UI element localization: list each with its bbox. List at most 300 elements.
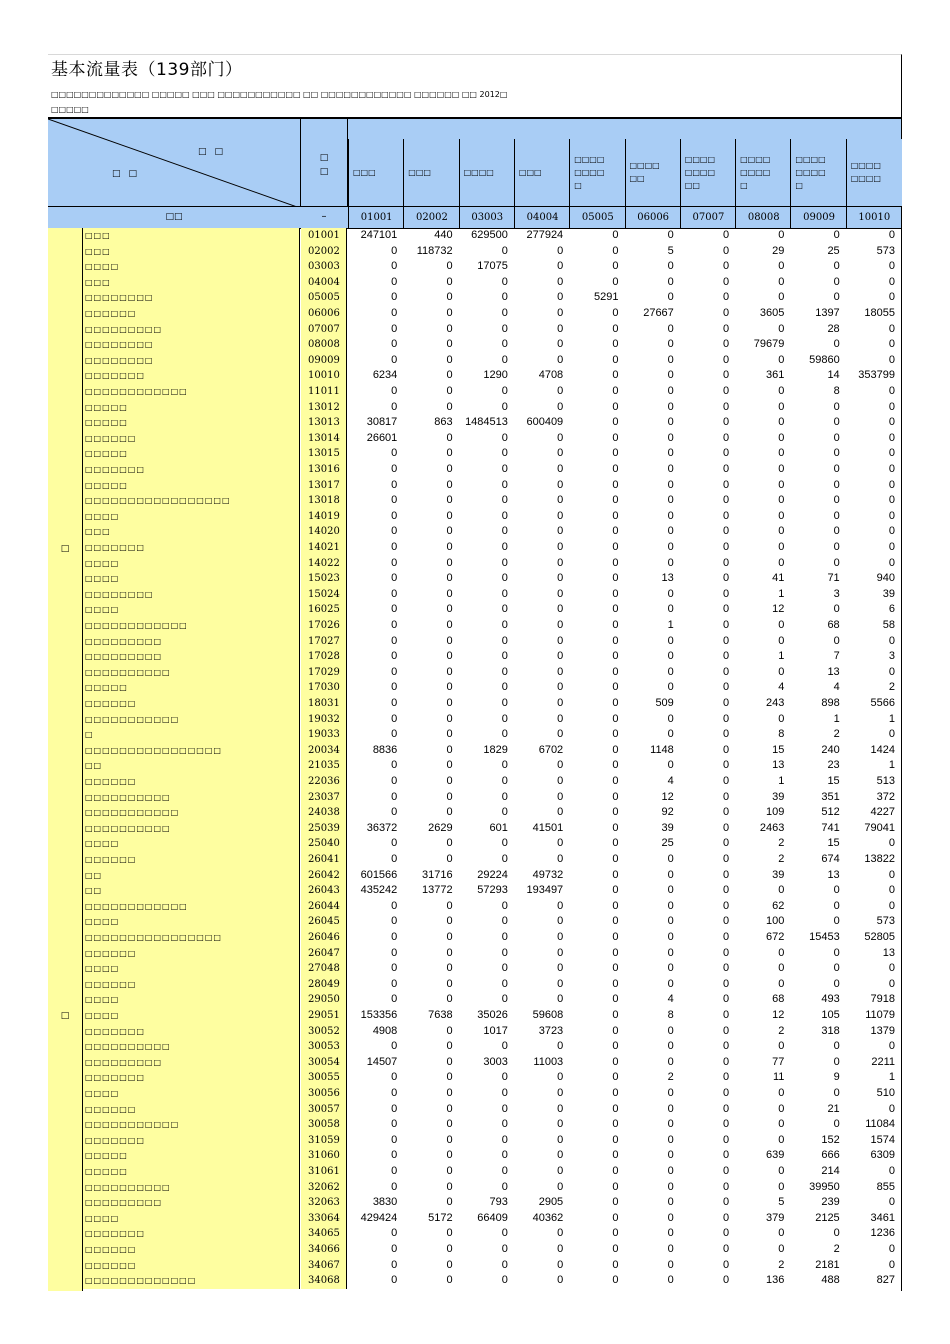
value-cell: 0 [722, 681, 730, 694]
row-name: □□□□□□□□□□□□□□□□□ [83, 493, 300, 509]
value-cell: 0 [446, 712, 453, 725]
header-band [348, 117, 901, 141]
value-cell: 240 [821, 743, 840, 756]
value-cell: 35026 [477, 1009, 508, 1021]
value-cell: 0 [612, 525, 619, 538]
value-cell: 601566 [360, 868, 398, 881]
value-cell: 11003 [533, 1055, 564, 1068]
row-code: 13013 [301, 415, 347, 431]
value-cell: 0 [722, 1009, 730, 1021]
value-cell: 0 [446, 1102, 453, 1115]
value-cell: 0 [612, 1024, 619, 1037]
value-cell: 0 [833, 275, 840, 288]
value-cell: 58 [882, 619, 895, 631]
value-cell: 71 [827, 572, 840, 585]
value-cell: 0 [557, 244, 564, 257]
value-cell: 0 [612, 244, 619, 257]
value-cell: 0 [722, 1274, 730, 1287]
value-cell: 92 [661, 806, 674, 819]
value-cell: 15 [827, 775, 840, 787]
row-code: 01001 [301, 228, 347, 244]
row-name: □□□□ [83, 259, 300, 275]
value-cell: 0 [557, 431, 564, 444]
column-header [569, 139, 625, 206]
value-cell: 0 [391, 307, 398, 319]
value-cell: 0 [557, 275, 564, 288]
value-cell: 573 [876, 915, 895, 928]
value-cell: 0 [722, 244, 730, 257]
value-cell: 7918 [870, 993, 895, 1006]
table-row [48, 805, 901, 821]
value-cell: 0 [722, 650, 730, 663]
value-cell: 0 [612, 369, 619, 382]
value-cell: 11084 [865, 1118, 895, 1131]
value-cell: 0 [391, 1087, 398, 1099]
value-cell: 0 [667, 322, 674, 335]
row-name: □□□□□□□□□□ [83, 1039, 300, 1055]
corner-column-label: □□ [198, 147, 232, 157]
value-cell: 0 [446, 806, 453, 819]
value-cell: 0 [446, 619, 453, 631]
value-cell: 0 [557, 681, 564, 694]
value-cell: 0 [667, 853, 674, 865]
value-cell: 513 [876, 775, 895, 787]
value-cell: 27667 [643, 307, 674, 319]
row-code: 26041 [301, 852, 347, 868]
value-cell: 4227 [870, 806, 895, 819]
value-cell: 0 [722, 1149, 730, 1162]
value-cell: 0 [778, 619, 785, 631]
value-cell: 21 [827, 1102, 840, 1115]
value-cell: 118732 [416, 244, 453, 257]
value-cell: 49732 [532, 868, 564, 881]
row-code: 30058 [301, 1117, 347, 1133]
value-cell: 2125 [815, 1211, 840, 1224]
value-cell: 0 [557, 338, 564, 351]
row-name: □□□□ [83, 992, 300, 1008]
value-cell: 0 [501, 1243, 508, 1255]
value-cell: 0 [888, 431, 895, 444]
value-cell: 0 [446, 790, 453, 803]
value-cell: 0 [667, 587, 674, 600]
row-name: □□□□□□ [83, 431, 300, 447]
value-cell: 863 [434, 416, 453, 429]
row-code: 06006 [301, 306, 347, 322]
value-cell: 0 [612, 931, 619, 943]
spreadsheet [48, 54, 902, 1291]
value-cell: 0 [722, 322, 730, 335]
row-name: □□□□□□□□□□□□□□□□ [83, 743, 300, 759]
row-code: 26047 [301, 946, 347, 962]
column-header-line: □□□□ [629, 161, 660, 170]
value-cell: 0 [722, 494, 730, 507]
row-code: 13017 [301, 478, 347, 494]
value-cell: 2 [778, 837, 785, 850]
value-cell: 8 [833, 385, 840, 397]
value-cell: 0 [391, 1102, 398, 1115]
row-name: □□□□□□□□□□□□□□□□ [83, 930, 300, 946]
value-cell: 0 [612, 322, 619, 335]
value-cell: 0 [612, 650, 619, 663]
value-cell: 0 [557, 1243, 564, 1255]
value-cell: 0 [391, 1258, 398, 1271]
value-cell: 0 [888, 884, 895, 897]
value-cell: 77 [772, 1055, 785, 1068]
value-cell: 0 [557, 962, 564, 975]
value-cell: 39 [882, 587, 895, 600]
code-column-header [301, 117, 348, 208]
value-cell: 0 [612, 619, 619, 631]
value-cell: 41501 [532, 821, 564, 834]
value-cell: 0 [391, 244, 398, 257]
row-name: □□□□ [83, 1008, 300, 1024]
value-cell: 0 [557, 525, 564, 538]
value-cell: 0 [722, 868, 730, 881]
value-cell: 0 [557, 1087, 564, 1099]
value-cell: 0 [833, 1055, 840, 1068]
value-cell: 3 [833, 587, 840, 600]
code-bar-dash: – [321, 211, 327, 222]
value-cell: 0 [446, 587, 453, 600]
table-row [48, 634, 901, 650]
value-cell: 0 [501, 1274, 508, 1287]
value-cell: 105 [821, 1009, 840, 1021]
row-code: 24038 [301, 805, 347, 821]
value-cell: 0 [667, 728, 674, 741]
value-cell: 100 [766, 915, 785, 928]
table-row [48, 914, 901, 930]
value-cell: 0 [888, 275, 895, 288]
value-cell: 2 [778, 1024, 785, 1037]
value-cell: 0 [833, 291, 840, 304]
value-cell: 0 [778, 431, 785, 444]
value-cell: 0 [722, 587, 730, 600]
value-cell: 39950 [809, 1180, 840, 1193]
value-cell: 0 [501, 712, 508, 725]
column-header [459, 139, 515, 206]
value-cell: 14 [827, 369, 840, 382]
value-cell: 0 [391, 541, 398, 553]
value-cell: 0 [778, 525, 785, 538]
value-cell: 0 [557, 478, 564, 491]
value-cell: 0 [557, 1102, 564, 1115]
value-cell: 0 [667, 353, 674, 366]
value-cell: 52805 [864, 931, 895, 943]
value-cell: 8 [667, 1009, 674, 1021]
value-cell: 0 [833, 416, 840, 429]
value-cell: 0 [501, 650, 508, 663]
value-cell: 23 [827, 759, 840, 772]
value-cell: 0 [722, 1040, 730, 1053]
row-code: 30052 [301, 1024, 347, 1040]
value-cell: 62 [772, 899, 785, 912]
value-cell: 0 [501, 307, 508, 319]
value-cell: 0 [833, 338, 840, 351]
value-cell: 0 [722, 775, 730, 787]
value-cell: 5 [778, 1196, 785, 1209]
value-cell: 0 [612, 1149, 619, 1162]
row-code: 14019 [301, 509, 347, 525]
value-cell: 2 [778, 1258, 785, 1271]
value-cell: 0 [778, 946, 785, 959]
table-row [48, 353, 901, 369]
corner-row-label: □□ [112, 169, 146, 179]
column-header-line: □□□□ [574, 167, 605, 177]
value-cell: 0 [612, 697, 619, 709]
value-cell: 4708 [538, 369, 564, 382]
value-cell: 1397 [815, 307, 840, 319]
table-row [48, 774, 901, 790]
value-cell: 1017 [483, 1024, 508, 1037]
value-cell: 0 [833, 260, 840, 273]
table-row [48, 415, 901, 431]
value-cell: 0 [612, 275, 619, 288]
value-cell: 5291 [594, 291, 619, 304]
row-name: □□□□□□□□ [83, 353, 300, 369]
row-code: 26045 [301, 914, 347, 930]
value-cell: 429424 [360, 1211, 398, 1224]
value-cell: 0 [501, 572, 508, 585]
value-cell: 0 [888, 1243, 895, 1255]
value-cell: 0 [778, 977, 785, 990]
column-code: 02002 [403, 207, 459, 228]
value-cell: 0 [722, 1196, 730, 1209]
value-cell: 672 [766, 931, 785, 943]
value-cell: 0 [667, 1258, 674, 1271]
value-cell: 0 [446, 478, 453, 491]
value-cell: 0 [446, 572, 453, 585]
table-row [48, 1195, 901, 1211]
column-code: 07007 [680, 207, 736, 228]
value-cell: 153356 [360, 1009, 398, 1021]
value-cell: 0 [446, 665, 453, 678]
value-cell: 13 [827, 868, 840, 881]
row-code: 25039 [301, 821, 347, 837]
value-cell: 0 [557, 728, 564, 741]
value-cell: 0 [557, 790, 564, 803]
value-cell: 0 [612, 603, 619, 616]
row-code: 03003 [301, 259, 347, 275]
value-cell: 0 [833, 1227, 840, 1240]
table-row [48, 852, 901, 868]
value-cell: 0 [501, 853, 508, 865]
row-code: 17026 [301, 618, 347, 634]
value-cell: 0 [501, 1227, 508, 1240]
value-cell: 0 [446, 1087, 453, 1099]
row-name: □□□□□□ [83, 946, 300, 962]
row-code: 09009 [301, 353, 347, 369]
value-cell: 79679 [753, 338, 785, 351]
value-cell: 0 [612, 260, 619, 273]
value-cell: 1 [888, 712, 895, 725]
value-cell: 3830 [372, 1196, 398, 1209]
value-cell: 0 [612, 1087, 619, 1099]
row-code: 19033 [301, 727, 347, 743]
row-code: 34066 [301, 1242, 347, 1258]
value-cell: 0 [888, 1165, 895, 1177]
table-row [48, 244, 901, 260]
value-cell: 0 [391, 697, 398, 709]
value-cell: 0 [888, 353, 895, 366]
value-cell: 0 [391, 962, 398, 975]
value-cell: 8 [778, 728, 785, 741]
value-cell: 1 [778, 587, 785, 600]
row-code: 18031 [301, 696, 347, 712]
value-cell: 0 [833, 946, 840, 959]
row-code: 17027 [301, 634, 347, 650]
table-row [48, 478, 901, 494]
value-cell: 629500 [471, 229, 508, 241]
value-cell: 0 [833, 229, 840, 241]
value-cell: 0 [612, 1165, 619, 1177]
value-cell: 0 [501, 993, 508, 1006]
value-cell: 0 [667, 1243, 674, 1255]
value-cell: 0 [778, 447, 785, 460]
column-header-line: □□□□ [574, 154, 605, 164]
value-cell: 0 [888, 1040, 895, 1053]
value-cell: 1379 [870, 1024, 895, 1037]
value-cell: 0 [391, 899, 398, 912]
value-cell: 0 [557, 837, 564, 850]
value-cell: 0 [778, 1165, 785, 1177]
value-cell: 0 [446, 353, 453, 366]
value-cell: 0 [391, 993, 398, 1006]
table-row [48, 1039, 901, 1055]
code-header-char: □ [319, 167, 329, 177]
value-cell: 0 [612, 478, 619, 491]
value-cell: 0 [667, 1133, 674, 1146]
value-cell: 0 [612, 541, 619, 553]
value-cell: 0 [888, 322, 895, 335]
row-code: 13012 [301, 400, 347, 416]
value-cell: 59608 [532, 1009, 564, 1021]
value-cell: 0 [667, 1040, 674, 1053]
value-cell: 0 [557, 587, 564, 600]
column-header-line: □ [740, 180, 748, 190]
row-name: □□□□□□□□□ [83, 1195, 300, 1211]
table-row [48, 868, 901, 884]
value-cell: 0 [391, 728, 398, 741]
table-row [48, 524, 901, 540]
row-code: 31061 [301, 1164, 347, 1180]
value-cell: 4 [667, 993, 674, 1006]
column-header-line: □□□□ [463, 167, 494, 177]
column-code: 01001 [348, 207, 404, 228]
value-cell: 0 [446, 369, 453, 382]
value-cell: 0 [501, 603, 508, 616]
value-cell: 0 [722, 1087, 730, 1099]
column-header-line: □ [795, 180, 803, 190]
row-name: □□□□□□□□□□□□ [83, 384, 300, 400]
value-cell: 0 [612, 509, 619, 522]
value-cell: 0 [833, 1087, 840, 1099]
value-cell: 0 [391, 603, 398, 616]
value-cell: 0 [612, 962, 619, 975]
row-name: □□□□ [83, 556, 300, 572]
row-name: □□□□□ [83, 400, 300, 416]
value-cell: 0 [833, 541, 840, 553]
value-cell: 13822 [864, 853, 895, 865]
value-cell: 353799 [858, 369, 895, 382]
table-row [48, 337, 901, 353]
value-cell: 0 [557, 1133, 564, 1146]
value-cell: 68 [772, 993, 785, 1006]
value-cell: 0 [778, 275, 785, 288]
value-cell: 0 [391, 494, 398, 507]
row-code: 16025 [301, 602, 347, 618]
value-cell: 31716 [422, 868, 453, 881]
row-name: □□□□□□□ [83, 1133, 300, 1149]
value-cell: 0 [501, 556, 508, 569]
value-cell: 0 [612, 681, 619, 694]
value-cell: 0 [722, 806, 730, 819]
value-cell: 0 [667, 229, 674, 241]
value-cell: 361 [766, 369, 785, 382]
value-cell: 0 [722, 1258, 730, 1271]
value-cell: 0 [501, 1118, 508, 1131]
value-cell: 0 [612, 837, 619, 850]
value-cell: 59860 [809, 353, 840, 366]
value-cell: 0 [446, 837, 453, 850]
value-cell: 666 [821, 1149, 840, 1162]
value-cell: 0 [557, 556, 564, 569]
value-cell: 0 [446, 509, 453, 522]
value-cell: 0 [391, 1180, 398, 1193]
table-row [48, 556, 901, 572]
value-cell: 0 [722, 369, 730, 382]
column-header [514, 139, 570, 206]
value-cell: 0 [612, 1071, 619, 1084]
value-cell: 0 [722, 915, 730, 928]
value-cell: 0 [446, 650, 453, 663]
value-cell: 827 [876, 1274, 895, 1287]
value-cell: 0 [557, 494, 564, 507]
value-cell: 0 [446, 1180, 453, 1193]
value-cell: 0 [501, 525, 508, 538]
value-cell: 0 [888, 229, 895, 241]
row-name: □□□□□□□□□□ [83, 665, 300, 681]
value-cell: 0 [501, 541, 508, 553]
value-cell: 0 [501, 899, 508, 912]
table-row [48, 384, 901, 400]
value-cell: 0 [667, 962, 674, 975]
value-cell: 0 [557, 931, 564, 943]
value-cell: 0 [391, 634, 398, 647]
value-cell: 0 [557, 463, 564, 475]
value-cell: 0 [667, 681, 674, 694]
value-cell: 0 [501, 509, 508, 522]
value-cell: 0 [612, 775, 619, 787]
value-cell: 0 [833, 1118, 840, 1131]
row-name: □□ [83, 868, 300, 884]
value-cell: 0 [612, 1055, 619, 1068]
value-cell: 0 [888, 525, 895, 538]
row-code: 17030 [301, 680, 347, 696]
value-cell: 1574 [870, 1133, 895, 1146]
value-cell: 0 [778, 962, 785, 975]
table-row [48, 977, 901, 993]
value-cell: 0 [557, 603, 564, 616]
value-cell: 0 [612, 1040, 619, 1053]
value-cell: 493 [821, 993, 840, 1006]
value-cell: 0 [557, 1149, 564, 1162]
value-cell: 29 [772, 244, 785, 257]
column-header-line: □□□□ [850, 161, 881, 170]
value-cell: 0 [446, 899, 453, 912]
value-cell: 0 [778, 509, 785, 522]
row-name: □□□□□□□□□ [83, 649, 300, 665]
value-cell: 4 [778, 681, 785, 694]
